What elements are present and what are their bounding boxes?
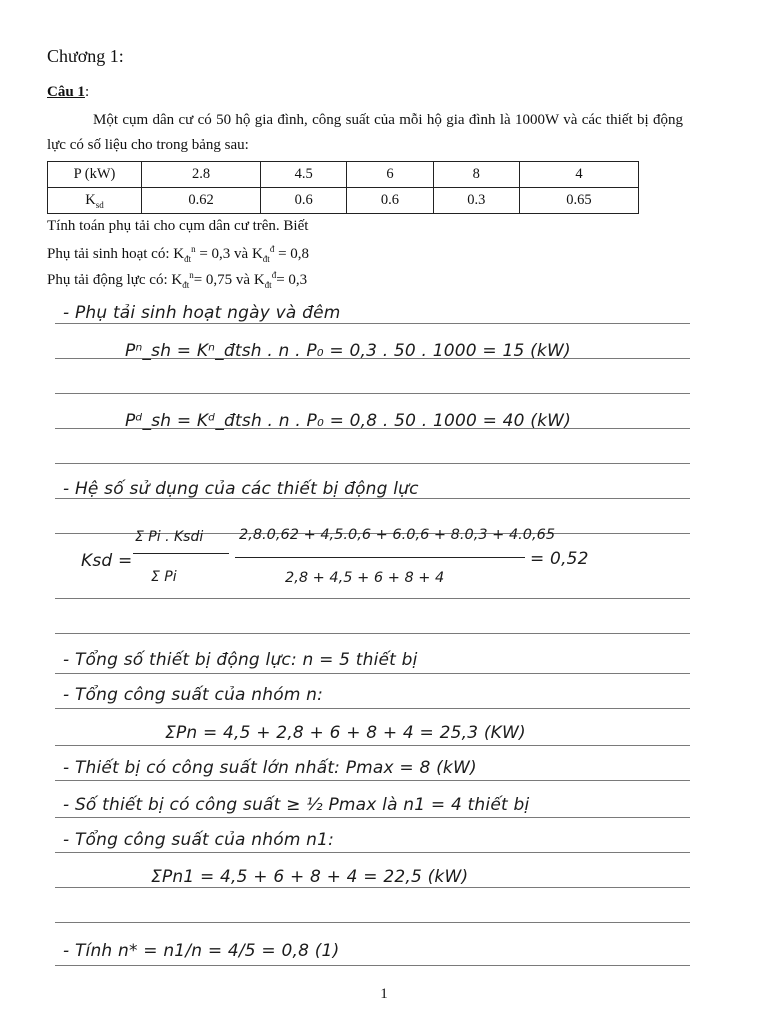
table-cell: 0.62 xyxy=(142,188,261,214)
hw-line-living-load: - Phụ tải sinh hoạt ngày và đêm xyxy=(63,303,341,323)
hw-line-day-load: Pᵈ_sh = Kᵈ_đtsh . n . P₀ = 0,8 . 50 . 1000 = 40 (kW) xyxy=(125,411,572,431)
hw-ksd-numerator: Σ Pi . Ksdi xyxy=(135,529,204,545)
ruled-line xyxy=(55,463,690,464)
ruled-line xyxy=(55,887,690,888)
table-cell: 6 xyxy=(347,162,433,188)
problem-intro: Một cụm dân cư có 50 hộ gia đình, công suất của mỗi hộ gia đình là 1000W và các thiết bị động lực có số liệu cho trong bảng sau: xyxy=(47,112,683,153)
table-cell: 8 xyxy=(433,162,519,188)
table-cell: 4 xyxy=(519,162,638,188)
ruled-line xyxy=(55,965,690,966)
hw-ksd-denominator: Σ Pi xyxy=(151,569,177,585)
ruled-line xyxy=(55,633,690,634)
hw-line-group-n1-power: ΣPn1 = 4,5 + 6 + 8 + 4 = 22,5 (kW) xyxy=(151,867,469,887)
table-cell: 0.6 xyxy=(261,188,347,214)
hw-ksd-result: = 0,52 xyxy=(530,549,589,569)
page-number: 1 xyxy=(380,986,388,1002)
hw-line-total-power: ΣPn = 4,5 + 2,8 + 6 + 8 + 4 = 25,3 (KW) xyxy=(165,723,526,743)
ruled-line xyxy=(55,323,690,324)
hw-line-total-power-title: - Tổng công suất của nhóm n: xyxy=(63,685,324,705)
hw-line-group-n1-title: - Tổng công suất của nhóm n1: xyxy=(63,830,335,850)
ruled-line xyxy=(55,745,690,746)
hw-line-max-power: - Thiết bị có công suất lớn nhất: Pmax = 8 (kW) xyxy=(63,758,477,778)
table-cell: 2.8 xyxy=(142,162,261,188)
table-cell: 0.6 xyxy=(347,188,433,214)
hw-line-n1-count: - Số thiết bị có công suất ≥ ½ Pmax là n1 = 4 thiết bị xyxy=(63,795,530,815)
power-load-coefficients: Phụ tải động lực có: $K_{đt}^n= 0,75$ và $K_{đt}^đ= 0,3$ xyxy=(47,270,308,290)
table-row xyxy=(48,188,639,214)
question-label: Câu 1: xyxy=(47,84,90,100)
table-row xyxy=(48,162,639,188)
table-header-cell: $K_{sd}$ xyxy=(48,188,142,214)
ruled-line xyxy=(55,780,690,781)
fraction-bar xyxy=(235,557,525,558)
hw-ksd-rhs-denominator: 2,8 + 4,5 + 6 + 8 + 4 xyxy=(285,570,445,586)
data-table xyxy=(47,161,639,214)
table-cell: 4.5 xyxy=(261,162,347,188)
hw-ksd-rhs-numerator: 2,8.0,62 + 4,5.0,6 + 6.0,6 + 8.0,3 + 4.0,65 xyxy=(239,527,556,543)
living-load-coefficients: Phụ tải sinh hoạt có: $K_{đt}^n = 0,3$ và $K_{đt}^đ = 0,8$ xyxy=(47,244,310,264)
ruled-line xyxy=(55,708,690,709)
ruled-line xyxy=(55,817,690,818)
handwritten-notes xyxy=(55,295,690,985)
ruled-line xyxy=(55,922,690,923)
hw-line-night-load: Pⁿ_sh = Kⁿ_đtsh . n . P₀ = 0,3 . 50 . 1000 = 15 (kW) xyxy=(125,341,571,361)
ruled-line xyxy=(55,673,690,674)
table-header-cell: P (kW) xyxy=(48,162,142,188)
ruled-line xyxy=(55,598,690,599)
task-statement: Tính toán phụ tải cho cụm dân cư trên. Biết xyxy=(47,218,309,234)
fraction-bar xyxy=(133,553,229,554)
hw-line-device-count: - Tổng số thiết bị động lực: n = 5 thiết bị xyxy=(63,650,418,670)
ruled-line xyxy=(55,852,690,853)
chapter-heading: Chương 1: xyxy=(47,46,124,66)
hw-line-n-star: - Tính n* = n1/n = 4/5 = 0,8 (1) xyxy=(63,941,340,961)
ruled-line xyxy=(55,393,690,394)
hw-ksd-lhs: Ksd = xyxy=(81,551,133,571)
hw-line-ksd-title: - Hệ số sử dụng của các thiết bị động lực xyxy=(63,479,419,499)
table-cell: 0.3 xyxy=(433,188,519,214)
table-cell: 0.65 xyxy=(519,188,638,214)
